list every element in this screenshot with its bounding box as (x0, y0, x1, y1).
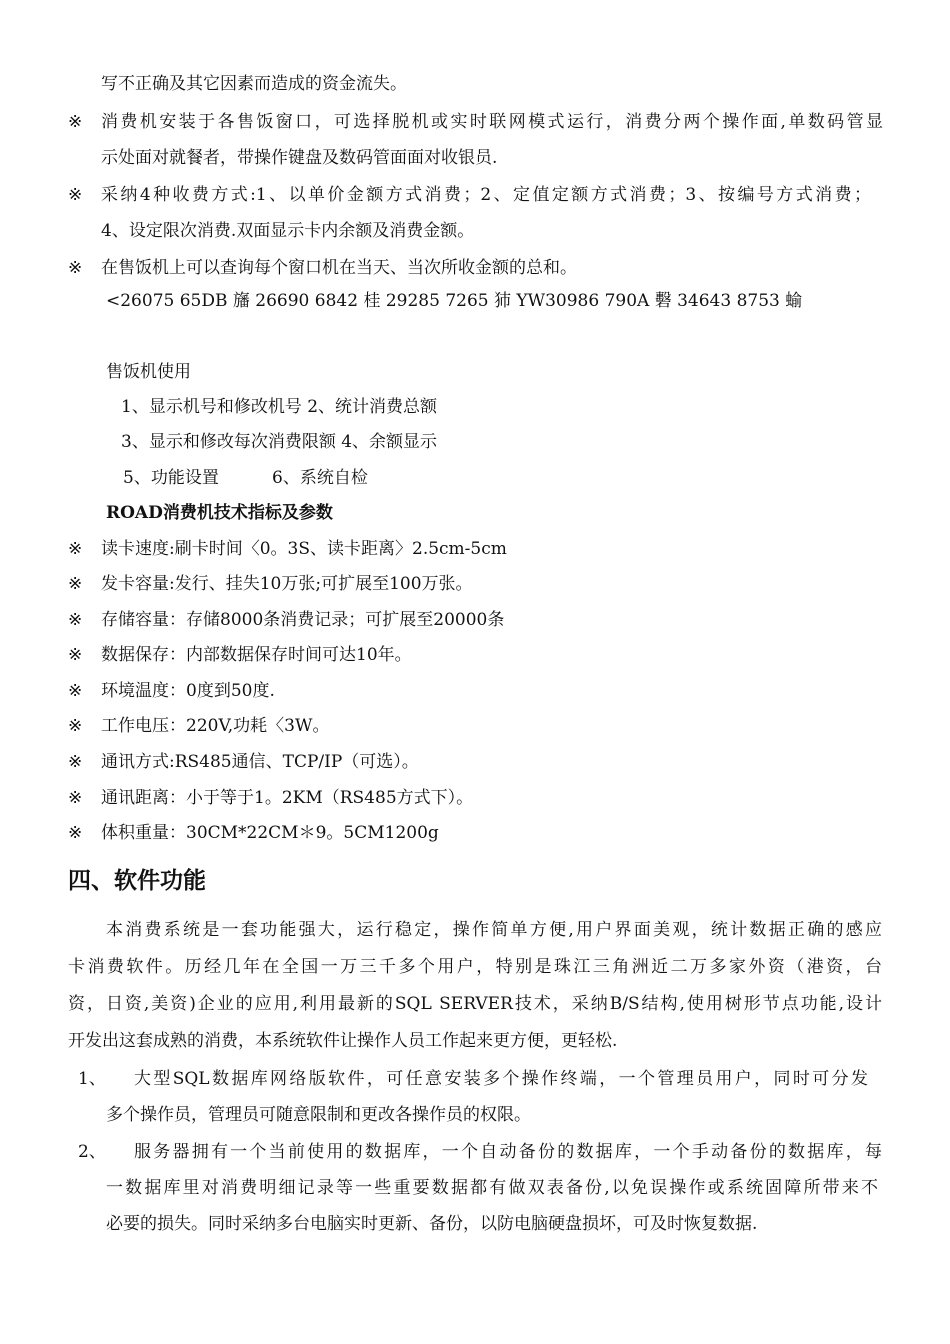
spec-marker: ※ (68, 610, 83, 630)
machine-usage-line: 1、显示机号和修改机号 2、统计消费总额 (121, 397, 438, 417)
bullet-text: 消费机安装于各售饭窗口，可选择脱机或实时联网模式运行，消费分两个操作面,单数码管显 (101, 112, 883, 132)
bullet-text-cont: 4、设定限次消费.双面显示卡内余额及消费金额。 (101, 221, 475, 241)
machine-usage-function: 5、功能设置 (123, 468, 219, 488)
bullet-text: 在售饭机上可以查询每个窗口机在当天、当次所收金额的总和。 (101, 258, 577, 278)
bullet-text-cont: 示处面对就餐者，带操作键盘及数码管面面对收银员. (101, 148, 498, 168)
spec-marker: ※ (68, 752, 83, 772)
feature-number: 1、 (78, 1069, 106, 1089)
spec-item: 读卡速度:刷卡时间〈0。3S、读卡距离〉2.5cm-5cm (101, 539, 507, 559)
spec-item: 体积重量：30CM*22CM＊9。5CM1200g (101, 823, 439, 843)
feature-line: 一数据库里对消费明细记录等一些重要数据都有做双表备份,以免误操作或系统固障所带来不 (106, 1178, 878, 1198)
spec-marker: ※ (68, 645, 83, 665)
spec-marker: ※ (68, 574, 83, 594)
feature-line: 多个操作员，管理员可随意限制和更改各操作员的权限。 (106, 1105, 531, 1125)
specs-title: ROAD消费机技术指标及参数 (106, 503, 333, 523)
spec-item: 环境温度：0度到50度. (101, 681, 275, 701)
continuation-line: 写不正确及其它因素而造成的资金流失。 (101, 74, 407, 94)
intro-line: 开发出这套成熟的消费，本系统软件让操作人员工作起来更方便，更轻松. (68, 1031, 618, 1051)
spec-marker: ※ (68, 716, 83, 736)
spec-item: 通讯距离：小于等于1。2KM（RS485方式下）。 (101, 788, 474, 808)
feature-number: 2、 (78, 1142, 106, 1162)
spec-item: 存储容量：存储8000条消费记录；可扩展至20000条 (101, 610, 505, 630)
machine-usage-title: 售饭机使用 (106, 362, 191, 382)
spec-item: 工作电压：220V,功耗〈3W。 (101, 716, 330, 736)
machine-usage-line: 3、显示和修改每次消费限额 4、余额显示 (121, 432, 438, 452)
spec-marker: ※ (68, 788, 83, 808)
bullet-marker: ※ (68, 258, 83, 278)
bullet-marker: ※ (68, 112, 83, 132)
garbled-code-line: <26075 65DB 旛 26690 6842 桂 29285 7265 犻 YW30986 790A 礊 34643 8753 蝓 (106, 291, 803, 311)
spec-item: 通讯方式:RS485通信、TCP/IP（可选）。 (101, 752, 419, 772)
feature-line: 服务器拥有一个当前使用的数据库，一个自动备份的数据库，一个手动备份的数据库，每 (134, 1142, 882, 1162)
spec-marker: ※ (68, 681, 83, 701)
spec-marker: ※ (68, 823, 83, 843)
intro-line: 卡消费软件。历经几年在全国一万三千多个用户，特别是珠江三角洲近二万多家外资（港资，台 (68, 957, 882, 977)
bullet-text: 采纳4种收费方式:1、以单价金额方式消费；2、定值定额方式消费；3、按编号方式消费； (101, 185, 871, 205)
feature-line: 必要的损失。同时采纳多台电脑实时更新、备份，以防电脑硬盘损坏，可及时恢复数据. (106, 1214, 758, 1234)
bullet-marker: ※ (68, 185, 83, 205)
section-heading: 四、软件功能 (68, 868, 206, 894)
feature-line: 大型SQL数据库网络版软件，可任意安装多个操作终端，一个管理员用户，同时可分发 (134, 1069, 868, 1089)
spec-marker: ※ (68, 539, 83, 559)
spec-item: 数据保存：内部数据保存时间可达10年。 (101, 645, 412, 665)
intro-line: 资，日资,美资)企业的应用,利用最新的SQL SERVER技术，采纳B/S结构,使用树形节点功能,设计 (68, 994, 882, 1014)
spec-item: 发卡容量:发行、挂失10万张;可扩展至100万张。 (101, 574, 473, 594)
intro-line: 本消费系统是一套功能强大，运行稳定，操作简单方便,用户界面美观，统计数据正确的感应 (106, 920, 882, 940)
machine-usage-function: 6、系统自检 (272, 468, 368, 488)
